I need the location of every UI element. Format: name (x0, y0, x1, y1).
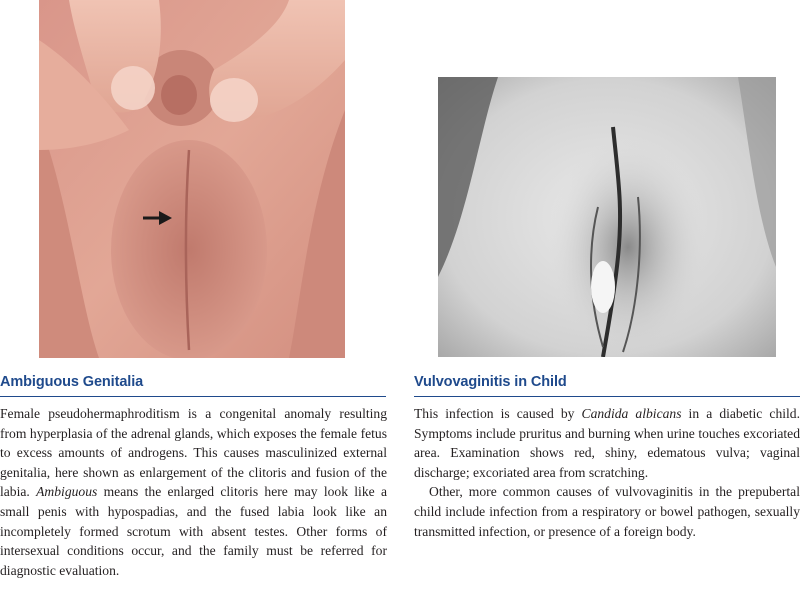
italic-term: Candida albicans (581, 406, 682, 421)
paragraph (414, 404, 800, 482)
italic-term: Ambiguous (36, 484, 98, 500)
text-run: means the enlarged clitoris here may look like a small penis with hypospadias, and the fused labia look like an incompletely formed scrotum with absent testes. Other forms of intersexual conditions occur, and the family must be referred for diagnostic evaluation. (0, 484, 388, 578)
clinical-photo-vulvovaginitis (438, 77, 776, 357)
title-underline (414, 396, 800, 397)
text-run: Female pseudohermaphroditism is a congenital anomaly resulting from hyperplasia of the adrenal glands, which exposes the female fetus to excess amounts of androgens. This causes masculinized external genitalia, here shown as enlargement of the clitoris and fusion of the labia. (0, 406, 387, 500)
text-run: in a diabetic child. Symptoms include pruritus and burning when urine touches excoriated area. Examination shows red, shiny, edematous vulva; vaginal discharge; excoriated area from scratching. (414, 406, 800, 480)
clinical-photo-ambiguous-genitalia (39, 0, 345, 358)
paragraph (0, 404, 387, 580)
description-ambiguous-genitalia (0, 404, 387, 580)
section-title-ambiguous-genitalia: Ambiguous Genitalia (0, 374, 144, 390)
paragraph: Other, more common causes of vulvovaginitis in the prepubertal child include infection from a respiratory or bowel pathogen, sexually transmitted infection, or presence of a foreign body. (414, 484, 800, 539)
title-underline (0, 396, 386, 397)
section-title-vulvovaginitis: Vulvovaginitis in Child (414, 374, 567, 390)
description-vulvovaginitis (414, 404, 800, 541)
text-run: This infection is caused by (414, 406, 582, 421)
